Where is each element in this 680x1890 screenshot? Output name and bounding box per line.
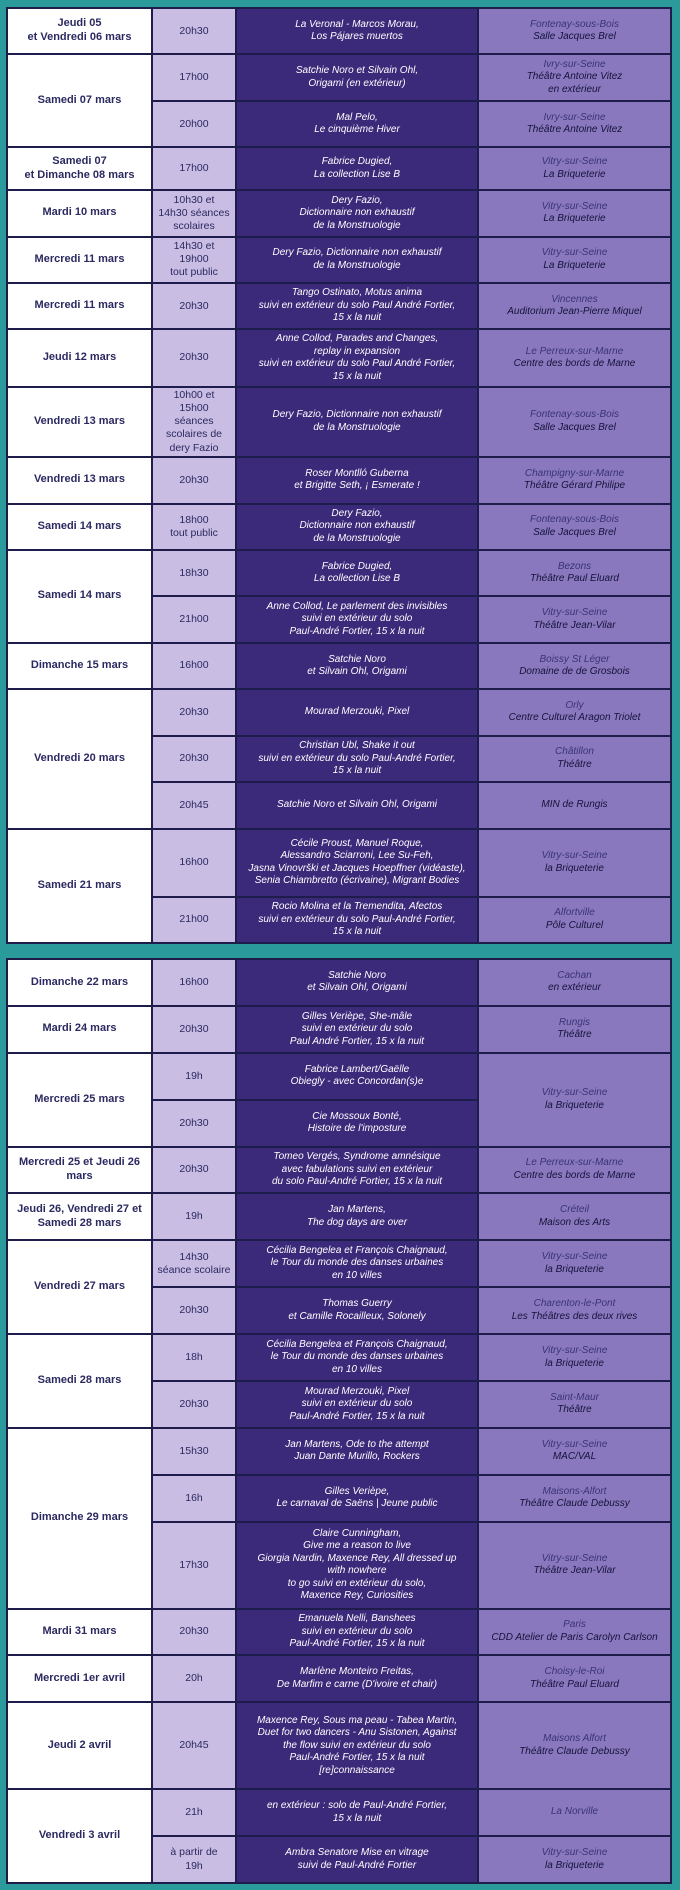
venue-text bbox=[542, 1847, 608, 1872]
time-cell: 19h bbox=[153, 1194, 235, 1239]
venue-place: Théâtre Gérard Philipe bbox=[523, 480, 626, 492]
show-title-cell: Maxence Rey, Sous ma peau - Tabea Martin, Duet for two dancers - Anu Sistonen, Against the flow suivi en extérieur du solo Paul-André Fortier, 15 x la nuit [re]connaissance bbox=[237, 1703, 477, 1788]
venue-place: MIN de Rungis bbox=[541, 799, 608, 811]
venue-cell bbox=[479, 1837, 670, 1882]
show-title-cell: Cécilia Bengelea et François Chaignaud, le Tour du monde des danses urbaines en 10 villes bbox=[237, 1335, 477, 1380]
show-title-cell: Mal Pelo, Le cinquième Hiver bbox=[237, 102, 477, 146]
venue-place: Centre des bords de Marne bbox=[513, 1169, 636, 1181]
venue-city: Vitry-sur-Seine bbox=[541, 1552, 608, 1564]
time-cell: 20h30 bbox=[153, 330, 235, 385]
venue-text bbox=[548, 970, 601, 995]
venue-cell bbox=[479, 597, 670, 641]
venue-text bbox=[524, 468, 625, 493]
date-cell: Vendredi 3 avril bbox=[8, 1790, 151, 1882]
date-cell: Vendredi 27 mars bbox=[8, 1241, 151, 1333]
venue-place: Théâtre Antoine Vitez bbox=[526, 124, 623, 136]
venue-city: La Norville bbox=[550, 1806, 599, 1818]
date-cell: Dimanche 15 mars bbox=[8, 644, 151, 688]
venue-place: Pôle Culturel bbox=[545, 919, 604, 931]
date-cell: Jeudi 12 mars bbox=[8, 330, 151, 385]
show-title-cell: Mourad Merzouki, Pixel bbox=[237, 690, 477, 734]
show-title-cell: Anne Collod, Le parlement des invisibles suivi en extérieur du solo Paul-André Fortier, 15 x la nuit bbox=[237, 597, 477, 641]
venue-city: Vitry-sur-Seine bbox=[541, 1847, 608, 1859]
time-cell: 20h30 bbox=[153, 1382, 235, 1427]
venue-city: Rungis bbox=[558, 1016, 591, 1028]
show-title-cell: Tango Ostinato, Motus anima suivi en extérieur du solo Paul André Fortier, 15 x la nuit bbox=[237, 284, 477, 328]
schedule-grid-1 bbox=[8, 9, 670, 942]
venue-city: Le Perreux-sur-Marne bbox=[525, 345, 624, 357]
venue-text bbox=[551, 1806, 598, 1819]
venue-city: Vitry-sur-Seine bbox=[541, 1251, 608, 1263]
venue-place: Théâtre bbox=[557, 758, 592, 770]
venue-place: CDD Atelier de Paris Carolyn Carlson bbox=[491, 1631, 658, 1643]
venue-city: Saint-Maur bbox=[550, 1391, 599, 1403]
venue-place: la Briqueterie bbox=[545, 1263, 604, 1275]
show-title-cell: Dery Fazio, Dictionnaire non exhaustif de la Monstruologie bbox=[237, 388, 477, 456]
date-cell: Samedi 14 mars bbox=[8, 505, 151, 549]
venue-cell bbox=[479, 644, 670, 688]
show-title-cell: Jan Martens, The dog days are over bbox=[237, 1194, 477, 1239]
time-cell: 20h45 bbox=[153, 1703, 235, 1788]
venue-place: Salle Jacques Brel bbox=[533, 421, 616, 433]
time-cell: 20h bbox=[153, 1656, 235, 1701]
venue-cell bbox=[479, 284, 670, 328]
venue-text bbox=[519, 1486, 630, 1511]
venue-text bbox=[542, 1251, 608, 1276]
date-cell: Samedi 21 mars bbox=[8, 830, 151, 942]
date-cell: Mardi 31 mars bbox=[8, 1610, 151, 1655]
show-title-cell: Fabrice Dugied, La collection Lise B bbox=[237, 551, 477, 595]
venue-text bbox=[541, 799, 607, 812]
date-cell: Mercredi 25 mars bbox=[8, 1054, 151, 1146]
venue-city: Choisy-le-Roi bbox=[544, 1666, 605, 1678]
venue-text bbox=[530, 409, 619, 434]
show-title-cell: Rocio Molina et la Tremendita, Afectos suivi en extérieur du solo Paul-André Fortier, 15 x la nuit bbox=[237, 898, 477, 942]
venue-text bbox=[514, 346, 636, 371]
date-cell: Dimanche 22 mars bbox=[8, 960, 151, 1005]
venue-cell bbox=[479, 1007, 670, 1052]
date-cell: Samedi 28 mars bbox=[8, 1335, 151, 1427]
venue-cell bbox=[479, 1703, 670, 1788]
show-title-cell: La Veronal - Marcos Morau, Los Pájares muertos bbox=[237, 9, 477, 53]
date-cell: Mardi 24 mars bbox=[8, 1007, 151, 1052]
show-title-cell: Thomas Guerry et Camille Rocailleux, Solonely bbox=[237, 1288, 477, 1333]
time-cell: 18h30 bbox=[153, 551, 235, 595]
venue-text bbox=[533, 607, 615, 632]
date-cell: Mercredi 11 mars bbox=[8, 284, 151, 328]
venue-city: Fontenay-sous-Bois bbox=[530, 18, 619, 30]
venue-city: Charenton-le-Pont bbox=[533, 1298, 616, 1310]
venue-cell bbox=[479, 55, 670, 99]
time-cell: 20h30 bbox=[153, 9, 235, 53]
show-title-cell: Dery Fazio, Dictionnaire non exhaustif de la Monstruologie bbox=[237, 191, 477, 235]
schedule-panel-1 bbox=[6, 7, 672, 944]
show-title-cell: Satchie Noro et Silvain Ohl, Origami bbox=[237, 644, 477, 688]
time-cell: 10h00 et 15h00 séances scolaires de dery Fazio bbox=[153, 388, 235, 456]
venue-cell bbox=[479, 458, 670, 502]
venue-text bbox=[546, 907, 603, 932]
time-cell: 15h30 bbox=[153, 1429, 235, 1474]
venue-text bbox=[530, 19, 619, 44]
venue-cell bbox=[479, 1054, 670, 1146]
time-cell: 20h30 bbox=[153, 284, 235, 328]
show-title-cell: Roser Montlló Guberna et Brigitte Seth, ¡ Esmerate ! bbox=[237, 458, 477, 502]
venue-text bbox=[542, 1345, 608, 1370]
venue-cell bbox=[479, 1429, 670, 1474]
venue-city: Ivry-sur-Seine bbox=[543, 58, 606, 70]
venue-city: Cachan bbox=[557, 969, 592, 981]
show-title-cell: Satchie Noro et Silvain Ohl, Origami bbox=[237, 960, 477, 1005]
venue-cell bbox=[479, 1610, 670, 1655]
show-title-cell: Ambra Senatore Mise en vitrage suivi de Paul-André Fortier bbox=[237, 1837, 477, 1882]
venue-place: Centre des bords de Marne bbox=[513, 358, 636, 370]
venue-place: Théâtre Claude Debussy bbox=[519, 1745, 630, 1757]
time-cell: 21h00 bbox=[153, 898, 235, 942]
show-title-cell: Dery Fazio, Dictionnaire non exhaustif de la Monstruologie bbox=[237, 505, 477, 549]
venue-cell bbox=[479, 830, 670, 896]
venue-place: Domaine de de Grosbois bbox=[519, 666, 630, 678]
venue-city: Vitry-sur-Seine bbox=[541, 1438, 608, 1450]
show-title-cell: Cécilia Bengelea et François Chaignaud, le Tour du monde des danses urbaines en 10 villes bbox=[237, 1241, 477, 1286]
venue-city: Vitry-sur-Seine bbox=[541, 156, 608, 168]
venue-text bbox=[491, 1619, 657, 1644]
venue-text bbox=[509, 700, 641, 725]
show-title-cell: Gilles Verièpe, She-mâle suivi en extérieur du solo Paul André Fortier, 15 x la nuit bbox=[237, 1007, 477, 1052]
venue-text bbox=[557, 1017, 591, 1042]
venue-place: Théâtre Jean-Vilar bbox=[533, 1565, 616, 1577]
venue-cell bbox=[479, 191, 670, 235]
time-cell: 20h30 bbox=[153, 458, 235, 502]
venue-cell bbox=[479, 1288, 670, 1333]
time-cell: 18h00 tout public bbox=[153, 505, 235, 549]
date-cell: Mercredi 1er avril bbox=[8, 1656, 151, 1701]
venue-place: la Briqueterie bbox=[545, 1357, 604, 1369]
venue-place: Maison des Arts bbox=[538, 1216, 611, 1228]
show-title-cell: Anne Collod, Parades and Changes, replay in expansion suivi en extérieur du solo Paul André Fortier, 15 x la nuit bbox=[237, 330, 477, 385]
show-title-cell: Fabrice Lambert/Gaëlle Obiegly - avec Concordan(s)e bbox=[237, 1054, 477, 1099]
venue-place: Théâtre Paul Eluard bbox=[530, 573, 619, 585]
show-title-cell: Tomeo Vergés, Syndrome amnésique avec fabulations suivi en extérieur du solo Paul-André Fortier, 15 x la nuit bbox=[237, 1148, 477, 1193]
venue-place: La Briqueterie bbox=[543, 259, 606, 271]
venue-place: Les Théâtres des deux rives bbox=[511, 1310, 638, 1322]
time-cell: 20h45 bbox=[153, 783, 235, 827]
venue-text bbox=[530, 1666, 619, 1691]
show-title-cell: Mourad Merzouki, Pixel suivi en extérieur du solo Paul-André Fortier, 15 x la nuit bbox=[237, 1382, 477, 1427]
venue-place: Théâtre Claude Debussy bbox=[519, 1498, 630, 1510]
venue-cell bbox=[479, 1194, 670, 1239]
venue-text bbox=[514, 1157, 636, 1182]
show-title-cell: Cécile Proust, Manuel Roque, Alessandro Sciarroni, Lee Su-Feh, Jasna Vinovrški et Jacques Hoepffner (vidéaste), Senia Chiambretto (écrivaine), Migrant Bodies bbox=[237, 830, 477, 896]
venue-city: Maisons-Alfort bbox=[542, 1485, 607, 1497]
venue-cell bbox=[479, 1148, 670, 1193]
venue-city: Vitry-sur-Seine bbox=[541, 850, 608, 862]
venue-cell bbox=[479, 330, 670, 385]
time-cell: 20h30 bbox=[153, 1101, 235, 1146]
venue-city: Vitry-sur-Seine bbox=[541, 1087, 608, 1099]
venue-cell bbox=[479, 9, 670, 53]
venue-cell bbox=[479, 238, 670, 282]
venue-place: la Briqueterie bbox=[545, 1859, 604, 1871]
venue-text bbox=[542, 1439, 608, 1464]
venue-city: Châtillon bbox=[555, 746, 594, 758]
show-title-cell: Fabrice Dugied, La collection Lise B bbox=[237, 148, 477, 189]
venue-cell bbox=[479, 505, 670, 549]
venue-cell bbox=[479, 960, 670, 1005]
show-title-cell: en extérieur : solo de Paul-André Fortier, 15 x la nuit bbox=[237, 1790, 477, 1835]
time-cell: 16h00 bbox=[153, 960, 235, 1005]
time-cell: 20h30 bbox=[153, 690, 235, 734]
venue-city: Alfortville bbox=[554, 907, 595, 919]
time-cell: 21h bbox=[153, 1790, 235, 1835]
venue-cell bbox=[479, 1656, 670, 1701]
venue-cell bbox=[479, 737, 670, 781]
show-title-cell: Cie Mossoux Bonté, Histoire de l'imposture bbox=[237, 1101, 477, 1146]
time-cell: 17h00 bbox=[153, 148, 235, 189]
venue-place: Auditorium Jean-Pierre Miquel bbox=[507, 306, 642, 318]
show-title-cell: Emanuela Nelli, Banshees suivi en extérieur du solo Paul-André Fortier, 15 x la nuit bbox=[237, 1610, 477, 1655]
venue-text bbox=[530, 561, 619, 586]
time-cell: 14h30 séance scolaire bbox=[153, 1241, 235, 1286]
date-cell: Jeudi 26, Vendredi 27 et Samedi 28 mars bbox=[8, 1194, 151, 1239]
venue-text bbox=[507, 294, 642, 319]
venue-place: Centre Culturel Aragon Triolet bbox=[508, 712, 641, 724]
venue-city: Vitry-sur-Seine bbox=[541, 247, 608, 259]
venue-cell bbox=[479, 551, 670, 595]
venue-text bbox=[542, 247, 608, 272]
show-title-cell: Claire Cunningham, Give me a reason to live Giorgia Nardin, Maxence Rey, All dressed up with nowhere to go suivi en extérieur du solo, Maxence Rey, Curiosities bbox=[237, 1523, 477, 1608]
venue-cell bbox=[479, 148, 670, 189]
venue-city: Orly bbox=[565, 699, 584, 711]
time-cell: 20h30 bbox=[153, 1148, 235, 1193]
venue-place: Théâtre bbox=[557, 1029, 592, 1041]
time-cell: 14h30 et 19h00 tout public bbox=[153, 238, 235, 282]
time-cell: à partir de 19h bbox=[153, 1837, 235, 1882]
venue-cell bbox=[479, 1476, 670, 1521]
venue-text bbox=[519, 654, 630, 679]
venue-text bbox=[533, 1553, 615, 1578]
venue-text bbox=[550, 1392, 599, 1417]
venue-city: Bezons bbox=[557, 560, 592, 572]
venue-city: Maisons Alfort bbox=[543, 1733, 606, 1745]
date-cell: Samedi 14 mars bbox=[8, 551, 151, 642]
show-title-cell: Gilles Verièpe, Le carnaval de Saëns | Jeune public bbox=[237, 1476, 477, 1521]
venue-cell bbox=[479, 898, 670, 942]
show-title-cell: Jan Martens, Ode to the attempt Juan Dante Murillo, Rockers bbox=[237, 1429, 477, 1474]
venue-text bbox=[512, 1298, 638, 1323]
show-title-cell: Marlène Monteiro Freitas, De Marfim e carne (D'ivoire et chair) bbox=[237, 1656, 477, 1701]
venue-cell bbox=[479, 1382, 670, 1427]
venue-text bbox=[542, 1087, 608, 1112]
time-cell: 21h00 bbox=[153, 597, 235, 641]
venue-city: Vitry-sur-Seine bbox=[541, 607, 608, 619]
venue-city: Vitry-sur-Seine bbox=[541, 200, 608, 212]
date-cell: Mercredi 11 mars bbox=[8, 238, 151, 282]
time-cell: 20h00 bbox=[153, 102, 235, 146]
time-cell: 17h00 bbox=[153, 55, 235, 99]
show-title-cell: Christian Ubl, Shake it out suivi en extérieur du solo Paul-André Fortier, 15 x la nuit bbox=[237, 737, 477, 781]
time-cell: 16h bbox=[153, 1476, 235, 1521]
show-title-cell: Satchie Noro et Silvain Ohl, Origami (en extérieur) bbox=[237, 55, 477, 99]
date-cell: Vendredi 13 mars bbox=[8, 388, 151, 456]
venue-place: La Briqueterie bbox=[543, 168, 606, 180]
time-cell: 16h00 bbox=[153, 644, 235, 688]
date-cell: Dimanche 29 mars bbox=[8, 1429, 151, 1608]
venue-place: Salle Jacques Brel bbox=[533, 31, 616, 43]
venue-text bbox=[542, 850, 608, 875]
venue-text bbox=[530, 514, 619, 539]
venue-text bbox=[527, 59, 623, 97]
venue-place: La Briqueterie bbox=[543, 213, 606, 225]
venue-place: Théâtre bbox=[557, 1404, 592, 1416]
time-cell: 20h30 bbox=[153, 737, 235, 781]
venue-cell bbox=[479, 690, 670, 734]
venue-city: Boissy St Léger bbox=[539, 653, 610, 665]
venue-place: Théâtre Paul Eluard bbox=[530, 1678, 619, 1690]
date-cell: Mercredi 25 et Jeudi 26 mars bbox=[8, 1148, 151, 1193]
venue-city: Ivry-sur-Seine bbox=[543, 111, 606, 123]
time-cell: 20h30 bbox=[153, 1288, 235, 1333]
venue-place: Salle Jacques Brel bbox=[533, 526, 616, 538]
venue-place: MAC/VAL bbox=[552, 1451, 597, 1463]
time-cell: 18h bbox=[153, 1335, 235, 1380]
venue-city: Vincennes bbox=[551, 293, 598, 305]
venue-place: Théâtre Antoine Vitez en extérieur bbox=[526, 71, 623, 95]
time-cell: 20h30 bbox=[153, 1610, 235, 1655]
venue-city: Fontenay-sous-Bois bbox=[530, 514, 619, 526]
venue-text bbox=[555, 746, 594, 771]
venue-text bbox=[527, 112, 623, 137]
time-cell: 17h30 bbox=[153, 1523, 235, 1608]
venue-city: Créteil bbox=[560, 1204, 589, 1216]
time-cell: 10h30 et 14h30 séances scolaires bbox=[153, 191, 235, 235]
venue-city: Le Perreux-sur-Marne bbox=[525, 1157, 624, 1169]
venue-text bbox=[542, 201, 608, 226]
date-cell: Samedi 07 mars bbox=[8, 55, 151, 146]
venue-text bbox=[542, 156, 608, 181]
venue-city: Paris bbox=[563, 1619, 586, 1631]
date-cell: Vendredi 13 mars bbox=[8, 458, 151, 502]
venue-cell bbox=[479, 1335, 670, 1380]
venue-place: Théâtre Jean-Vilar bbox=[533, 619, 616, 631]
venue-text bbox=[519, 1733, 630, 1758]
venue-cell bbox=[479, 388, 670, 456]
time-cell: 20h30 bbox=[153, 1007, 235, 1052]
date-cell: Jeudi 05 et Vendredi 06 mars bbox=[8, 9, 151, 53]
date-cell: Mardi 10 mars bbox=[8, 191, 151, 235]
venue-place: en extérieur bbox=[548, 982, 601, 994]
venue-cell bbox=[479, 1523, 670, 1608]
schedule-panel-2 bbox=[6, 958, 672, 1884]
venue-text bbox=[539, 1204, 610, 1229]
show-title-cell: Dery Fazio, Dictionnaire non exhaustif de la Monstruologie bbox=[237, 238, 477, 282]
date-cell: Jeudi 2 avril bbox=[8, 1703, 151, 1788]
venue-city: Vitry-sur-Seine bbox=[541, 1345, 608, 1357]
venue-place: la Briqueterie bbox=[545, 1099, 604, 1111]
time-cell: 16h00 bbox=[153, 830, 235, 896]
venue-city: Champigny-sur-Marne bbox=[524, 467, 625, 479]
date-cell: Samedi 07 et Dimanche 08 mars bbox=[8, 148, 151, 189]
venue-city: Fontenay-sous-Bois bbox=[530, 409, 619, 421]
schedule-grid-2 bbox=[8, 960, 670, 1882]
venue-cell bbox=[479, 1790, 670, 1835]
show-title-cell: Satchie Noro et Silvain Ohl, Origami bbox=[237, 783, 477, 827]
venue-cell bbox=[479, 1241, 670, 1286]
time-cell: 19h bbox=[153, 1054, 235, 1099]
date-cell: Vendredi 20 mars bbox=[8, 690, 151, 827]
venue-place: la Briqueterie bbox=[545, 862, 604, 874]
venue-cell bbox=[479, 102, 670, 146]
venue-cell bbox=[479, 783, 670, 827]
